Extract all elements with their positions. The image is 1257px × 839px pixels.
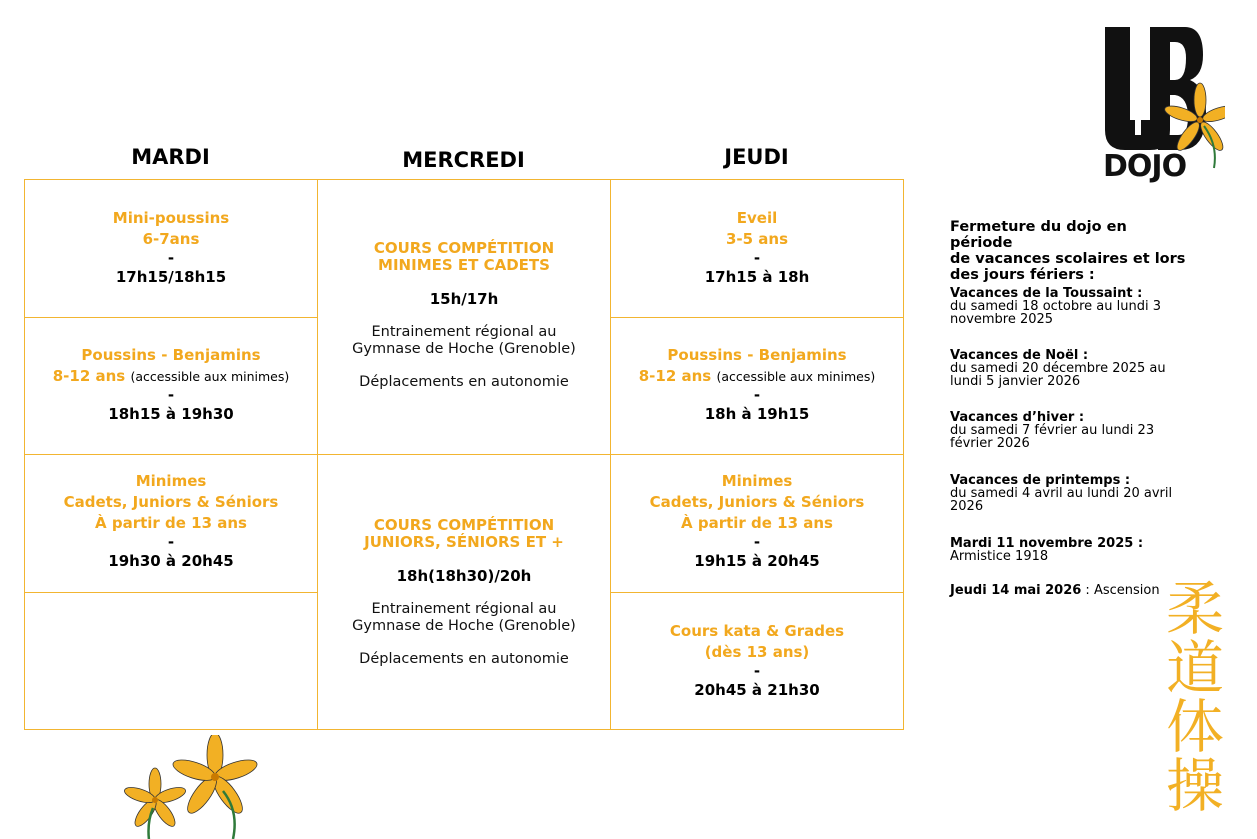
- jeudi-slot-2: [610, 317, 904, 455]
- jeudi-slot-3: [610, 454, 904, 593]
- closure-item-text: : Ascension: [1081, 583, 1160, 598]
- slot-dash: -: [753, 533, 761, 551]
- slot-time: 18h à 19h15: [704, 405, 810, 423]
- slot-age: 6-7ans: [142, 230, 200, 248]
- closure-item-title: Jeudi 14 mai 2026: [950, 583, 1082, 598]
- closure-item-text: du samedi 18 octobre au lundi 3: [950, 299, 1161, 314]
- slot-time: 18h15 à 19h30: [108, 405, 234, 423]
- closure-item-title: Vacances d’hiver :: [950, 410, 1085, 425]
- slot-time: 20h45 à 21h30: [694, 681, 820, 699]
- slot-note: (accessible aux minimes): [130, 369, 290, 384]
- slot-title: Minimes: [135, 472, 207, 490]
- slot-age-line: [639, 366, 876, 387]
- slot-time: 19h30 à 20h45: [108, 552, 234, 570]
- closure-item-text: du samedi 20 décembre 2025 au: [950, 361, 1166, 376]
- flower-icon: [123, 768, 188, 839]
- closure-item-text: novembre 2025: [950, 312, 1054, 327]
- slot-age: 3-5 ans: [725, 230, 789, 248]
- closure-item-toussaint: [950, 287, 1190, 326]
- closure-item-ascension: [950, 584, 1190, 597]
- dojo-logo: [1100, 25, 1225, 183]
- slot-dash: -: [753, 249, 761, 267]
- logo-text: DOJO: [1103, 149, 1187, 184]
- slot-place: Gymnase de Hoche (Grenoble): [352, 341, 576, 357]
- closure-item-text: lundi 5 janvier 2026: [950, 374, 1081, 389]
- kanji-char: 体: [1165, 693, 1224, 761]
- closure-item-hiver: [950, 411, 1190, 450]
- slot-title: Minimes: [721, 472, 793, 490]
- closure-item-title: Mardi 11 novembre 2025 :: [950, 536, 1144, 551]
- closure-item-title: Vacances de la Toussaint :: [950, 286, 1143, 301]
- slot-title: COURS COMPÉTITION: [373, 516, 555, 534]
- slot-title: Eveil: [736, 209, 778, 227]
- slot-time: 15h/17h: [429, 290, 499, 308]
- closure-heading-line: de vacances scolaires et lors: [950, 251, 1186, 267]
- mardi-slot-empty: [24, 592, 318, 730]
- slot-title: COURS COMPÉTITION: [373, 239, 555, 257]
- slot-travel: Déplacements en autonomie: [359, 651, 569, 667]
- slot-age: À partir de 13 ans: [95, 514, 247, 532]
- slot-title: Poussins - Benjamins: [81, 346, 261, 364]
- schedule-grid: [24, 179, 904, 730]
- slot-sub: (dès 13 ans): [704, 643, 810, 661]
- closure-item-armistice: [950, 537, 1190, 563]
- day-header-mardi: MARDI: [131, 145, 210, 169]
- mardi-slot-3: [24, 454, 318, 593]
- closure-item-text: du samedi 7 février au lundi 23: [950, 423, 1155, 438]
- slot-dash: -: [167, 249, 175, 267]
- kanji-char: 操: [1165, 752, 1224, 820]
- closure-heading-line: des jours fériers :: [950, 267, 1095, 283]
- slot-sub: JUNIORS, SÉNIORS ET +: [364, 533, 564, 551]
- slot-time: 19h15 à 20h45: [694, 552, 820, 570]
- slot-time: 17h15 à 18h: [704, 268, 810, 286]
- slot-title: Poussins - Benjamins: [667, 346, 847, 364]
- slot-dash: -: [167, 386, 175, 404]
- mardi-slot-2: [24, 317, 318, 455]
- slot-sub: MINIMES ET CADETS: [378, 256, 550, 274]
- closure-item-text: février 2026: [950, 436, 1030, 451]
- closure-item-title: Vacances de Noël :: [950, 348, 1089, 363]
- closure-item-text: 2026: [950, 499, 984, 514]
- slot-time: 17h15/18h15: [115, 268, 227, 286]
- mercredi-slot-1: [317, 179, 611, 455]
- slot-place: Entrainement régional au: [371, 324, 557, 340]
- slot-sub: Cadets, Juniors & Séniors: [63, 493, 279, 511]
- kanji-column: [1162, 575, 1228, 820]
- slot-dash: -: [167, 533, 175, 551]
- jeudi-slot-4: [610, 592, 904, 730]
- closure-item-text: Armistice 1918: [950, 549, 1049, 564]
- mardi-slot-1: [24, 179, 318, 318]
- mercredi-slot-2: [317, 454, 611, 730]
- slot-place: Gymnase de Hoche (Grenoble): [352, 618, 576, 634]
- slot-title: Cours kata & Grades: [669, 622, 845, 640]
- slot-age-line: [53, 366, 290, 387]
- slot-age: 8-12 ans: [52, 367, 126, 385]
- slot-note: (accessible aux minimes): [716, 369, 876, 384]
- day-header-mercredi: MERCREDI: [402, 148, 525, 172]
- slot-travel: Déplacements en autonomie: [359, 374, 569, 390]
- closure-item-text: du samedi 4 avril au lundi 20 avril: [950, 486, 1173, 501]
- slot-age: 8-12 ans: [638, 367, 712, 385]
- slot-place: Entrainement régional au: [371, 601, 557, 617]
- slot-sub: Cadets, Juniors & Séniors: [649, 493, 865, 511]
- jeudi-slot-1: [610, 179, 904, 318]
- day-header-jeudi: JEUDI: [724, 145, 789, 169]
- slot-dash: -: [753, 662, 761, 680]
- closure-item-noel: [950, 349, 1190, 388]
- flower-icon: [171, 735, 260, 839]
- slot-age: À partir de 13 ans: [681, 514, 833, 532]
- closure-item-printemps: [950, 474, 1190, 513]
- kanji-char: 柔: [1165, 575, 1224, 643]
- closure-heading-line: Fermeture du dojo en période: [950, 219, 1127, 251]
- kanji-char: 道: [1165, 634, 1224, 702]
- slot-dash: -: [753, 386, 761, 404]
- closure-item-title: Vacances de printemps :: [950, 473, 1131, 488]
- flower-decoration: [115, 735, 275, 839]
- slot-time: 18h(18h30)/20h: [396, 567, 532, 585]
- closure-heading: [950, 219, 1190, 283]
- slot-title: Mini-poussins: [112, 209, 230, 227]
